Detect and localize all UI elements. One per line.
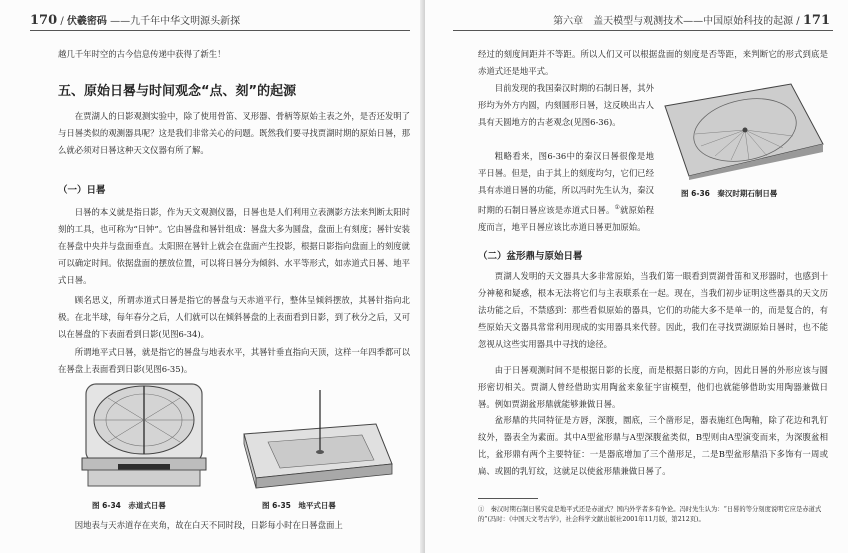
page-number: 171	[802, 13, 830, 28]
left-para-4: 所谓地平式日晷，就是指它的晷盘与地表水平，其晷针垂直指向天顶，这样一年四季都可以在晷盘上表面看到日影(见图6-35)。	[58, 347, 410, 374]
book-subtitle: ——九千年中华文明源头新探	[110, 16, 241, 27]
right-para-6: 盆形鼎的共同特征是方唇，深腹，圜底，三个凿形足，器表施红色陶釉，除了花边和乳钉纹外，器表全为素面。其中A型盆形鼎与A型深腹盆类似，B型则由A型演变而来，为深腹盆相比，盆形鼎有两个主要特征：一是器底增加了三个凿形足，二是B型盆形鼎沿下多饰有一周或扁、或圆的乳钉纹，这就足以使盆形鼎兼做日晷了。	[478, 415, 828, 476]
right-para-2: 目前发现的我国秦汉时期的石制日晷，其外形均为外方内圆，内刻圆形日晷，这反映出古人具有天圆地方的古老观念(见图6-36)。	[478, 83, 654, 127]
footnote-rule	[478, 498, 538, 499]
right-page	[425, 0, 848, 553]
footnote-marker[interactable]: ①	[614, 204, 621, 211]
figure-6-34-caption: 图 6-34 赤道式日晷	[92, 501, 166, 510]
subsection-title-basin-ding: （二）盆形鼎与原始日晷	[478, 251, 583, 262]
page-number: 170	[30, 13, 58, 28]
header-rule	[453, 30, 833, 31]
left-bottom-line: 因地表与天赤道存在夹角，故在白天不同时段，日影每小时在日晷盘面上	[74, 520, 343, 530]
right-para-3: 粗略看来，图6-36中的秦汉日晷很像是地平日晷。但是，由于其上的刻度均匀，它们已经具有赤道日晷的功能，所以冯时先生认为，秦汉时期的石制日晷应该是赤道式日晷。①就原始程度而言，地平日晷应该比赤道日晷更加原始。	[478, 151, 655, 232]
left-para-1: 在贾湖人的日影观测实验中，除了使用骨笛、叉形器、骨柄等原始主表之外，是否还发明了与日晷类似的观测器具呢？这是我们非常关心的问题。既然我们要寻找贾湖时期的原始日晷，那么就必须对日晷这种天文仪器有所了解。	[58, 111, 410, 155]
equatorial-sundial-figure	[74, 378, 214, 490]
subsection-title-sundial: （一）日晷	[58, 185, 106, 196]
section-title: 五、原始日晷与时间观念“点、刻”的起源	[58, 84, 297, 99]
right-page-header: 第六章 盖天模型与观测技术——中国原始科技的起源 / 171	[553, 13, 830, 28]
left-para-3: 顾名思义，所谓赤道式日晷是指它的晷盘与天赤道平行，整体呈倾斜摆放，其晷针指向北极。在北半球，每年春分之后，人们就可以在倾斜晷盘的上表面看到日影，到了秋分之后，又可以在晷盘的下表面看到日影(见图6-34)。	[58, 295, 410, 339]
lead-line: 越几千年时空的古今信息传递中获得了新生！	[58, 49, 226, 59]
figure-6-35-caption: 图 6-35 地平式日晷	[262, 501, 336, 510]
left-para-2: 日晷的本义就是指日影，作为天文观测仪器，日晷也是人们利用立表测影方法来判断太阳时刻的工具，也可称为“日钟”。它由晷盘和晷针组成：晷盘大多为圆盘，盘面上有刻度；晷针安装在晷盘中央并与盘面垂直。太阳照在晷针上就会在盘面产生投影，根据日影指向盘面上的刻度就可以确定时间。依据盘面的摆放位置，可以将日晷分为倾斜、水平等形式，如赤道式日晷、地平式日晷。	[58, 207, 410, 285]
stone-sundial-figure	[659, 80, 827, 180]
left-page-header: 170 / 伏羲密码 ——九千年中华文明源头新探	[30, 13, 241, 28]
right-para-4: 贾湖人发明的天文器具大多非常原始，当我们第一眼看到贾湖骨笛和叉形器时，也感到十分神秘和疑惑，根本无法将它们与主表联系在一起。现在，当我们初步证明这些器具的天文历法功能之后，不禁感到：那些看似原始的器具，它们的功能大多不是单一的，而是复合的，有些原始天文器具常常利用现成的实用器具来代替。因此，我们在寻找贾湖原始日晷时，也不能忽视从这些实用器具中寻找的途径。	[478, 271, 828, 349]
footnote: ① 秦汉时期石制日晷究竟是地平式还是赤道式？国内外学者多有争论。冯时先生认为：“日晷的等分刻度说明它应是赤道式的”(冯时：《中国天文考古学》，社会科学文献出版社2001年11月版，第212页)。	[478, 506, 822, 523]
chapter-title: 第六章 盖天模型与观测技术——中国原始科技的起源	[553, 16, 794, 27]
header-rule	[30, 30, 410, 31]
figure-6-36-caption: 图 6-36 秦汉时期石制日晷	[681, 189, 778, 198]
horizontal-sundial-figure	[226, 382, 396, 494]
book-title: 伏羲密码	[66, 16, 107, 27]
right-para-1: 经过的刻度间距并不等距。所以人们又可以根据盘面的刻度是否等距，来判断它的形式到底是赤道式还是地平式。	[478, 49, 828, 76]
right-para-5: 由于日晷观测时间不是根据日影的长度，而是根据日影的方向，因此日晷的外形应该与圆形密切相关。贾湖人曾经借助实用陶盆来象征宇宙模型，他们也就能够借助实用陶器兼做日晷。例如贾湖盆形鼎就能够兼做日晷。	[478, 365, 828, 409]
